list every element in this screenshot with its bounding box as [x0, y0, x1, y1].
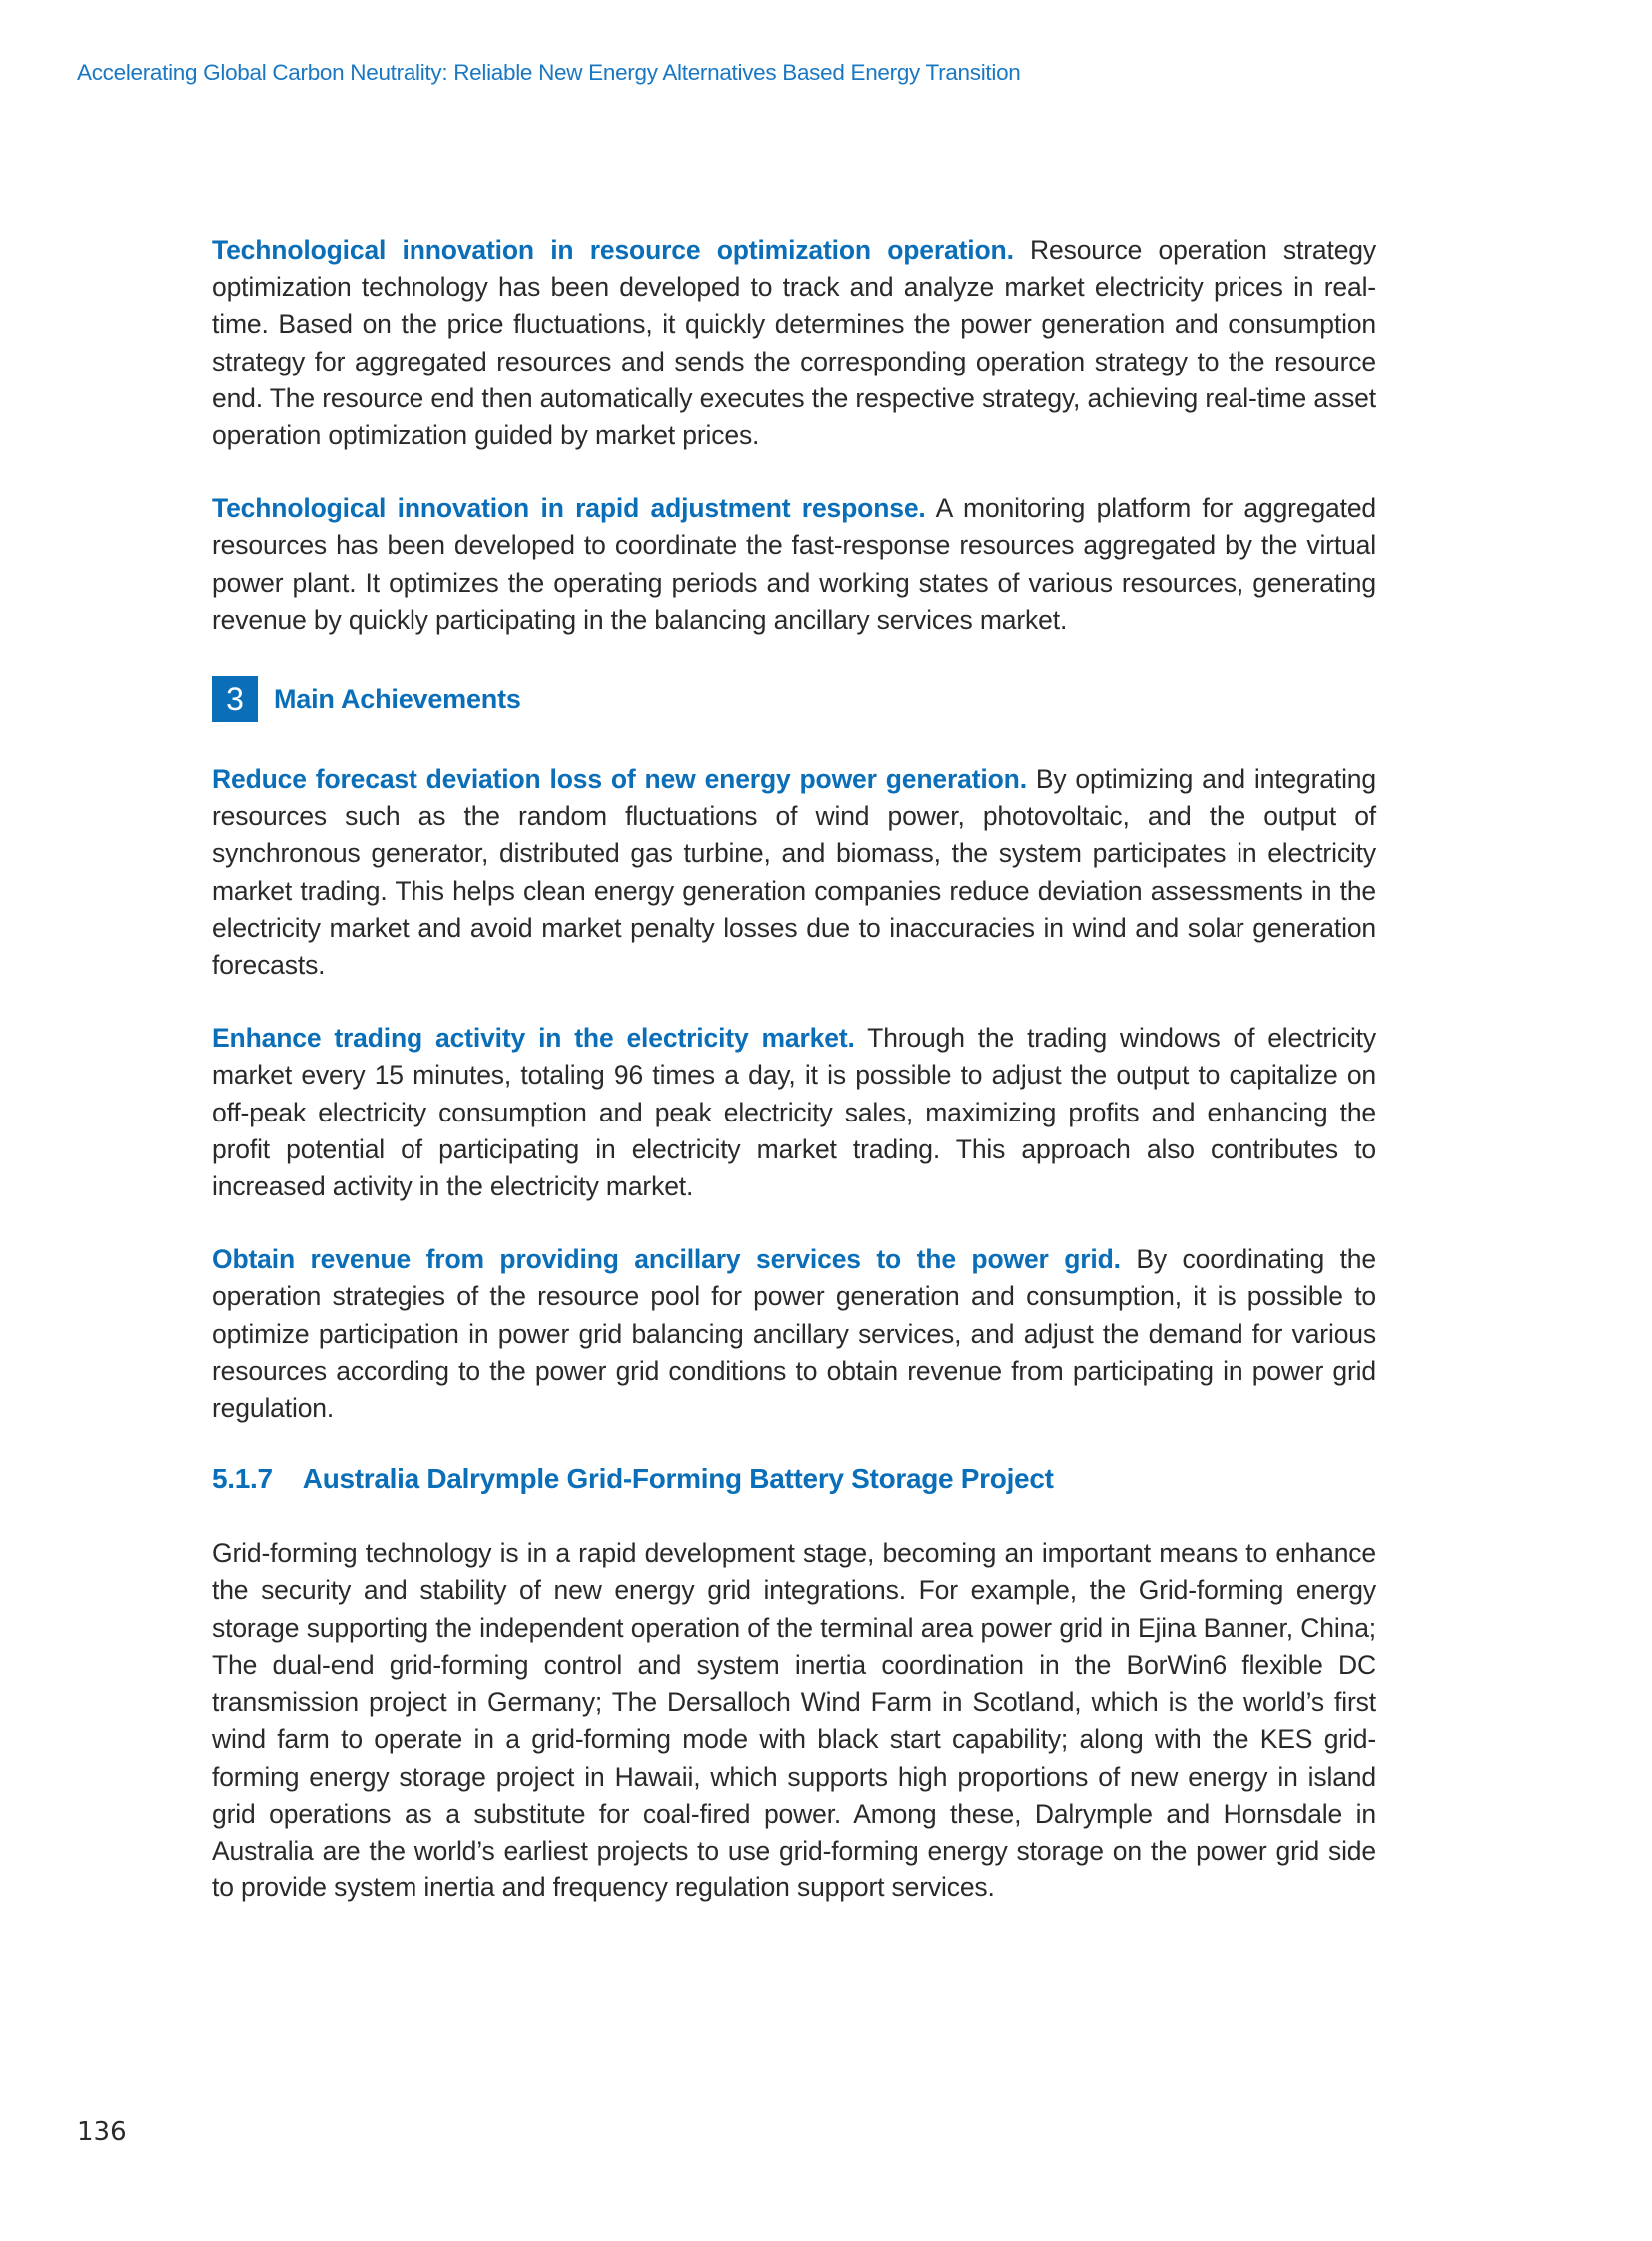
paragraph-body: Resource operation strategy optimization technology has been developed to track and analyze market electricity prices in real-time. Based on the price fluctuations, it quickly determines the power generation and consumption strategy for aggregated resources and sends the corresponding operation strategy to the resource end. The resource end then automatically executes the respective strategy, achieving real-time asset operation optimization guided by market prices.	[212, 235, 1376, 451]
section-title: Main Achievements	[274, 683, 521, 714]
paragraph-body: By optimizing and integrating resources such as the random fluctuations of wind power, photovoltaic, and the output of synchronous generator, distributed gas turbine, and biomass, the system participates in electricity market trading. This helps clean energy generation companies reduce deviation assessments in the electricity market and avoid market penalty losses due to inaccuracies in wind and solar generation forecasts.	[212, 764, 1376, 981]
paragraph-trading-activity	[212, 1020, 1376, 1205]
paragraph-ancillary-revenue	[212, 1241, 1376, 1427]
page-content	[212, 232, 1376, 1942]
paragraph-body: Through the trading windows of electricity market every 15 minutes, totaling 96 times a day, it is possible to adjust the output to capitalize on off-peak electricity consumption and peak electricity sales, maximizing profits and enhancing the profit potential of participating in electricity market trading. This approach also contributes to increased activity in the electricity market.	[212, 1023, 1376, 1202]
subsection-number: 5.1.7	[212, 1463, 273, 1495]
subsection-heading	[212, 1463, 1376, 1495]
paragraph-grid-forming: Grid-forming technology is in a rapid development stage, becoming an important means to enhance the security and stability of new energy grid integrations. For example, the Grid-forming energy storage supporting the independent operation of the terminal area power grid in Ejina Banner, China; The dual-end grid-forming control and system inertia coordination in the BorWin6 flexible DC transmission project in Germany; The Dersalloch Wind Farm in Scotland, which is the world’s first wind farm to operate in a grid-forming mode with black start capability; along with the KES grid-forming energy storage project in Hawaii, which supports high proportions of new energy in island grid operations as a substitute for coal-fired power. Among these, Dalrymple and Hornsdale in Australia are the world’s earliest projects to use grid-forming energy storage on the power grid side to provide system inertia and frequency regulation support services.	[212, 1538, 1376, 1903]
subsection-title: Australia Dalrymple Grid-Forming Battery Storage Project	[302, 1463, 1054, 1495]
paragraph-lead: Obtain revenue from providing ancillary services to the power grid.	[212, 1244, 1121, 1275]
section-number-badge: 3	[212, 676, 258, 722]
paragraph-forecast-deviation	[212, 761, 1376, 984]
paragraph-lead: Technological innovation in rapid adjustment response.	[212, 493, 926, 524]
running-header: Accelerating Global Carbon Neutrality: Reliable New Energy Alternatives Based Energy Transition	[77, 60, 1021, 85]
paragraph-body: A monitoring platform for aggregated resources has been developed to coordinate the fast-response resources aggregated by the virtual power plant. It optimizes the operating periods and working states of various resources, generating revenue by quickly participating in the balancing ancillary services market.	[212, 493, 1377, 635]
page-number: 136	[77, 2117, 127, 2147]
paragraph-resource-optimization	[212, 232, 1376, 454]
paragraph-lead: Enhance trading activity in the electricity market.	[212, 1023, 855, 1054]
paragraph-body: By coordinating the operation strategies of the resource pool for power generation and consumption, it is possible to optimize participation in power grid balancing ancillary services, and adjust the demand for various resources according to the power grid conditions to obtain revenue from participating in power grid regulation.	[212, 1244, 1376, 1424]
paragraph-lead: Reduce forecast deviation loss of new energy power generation.	[212, 764, 1027, 795]
section-heading-main-achievements	[212, 675, 1376, 723]
paragraph-rapid-adjustment	[212, 490, 1376, 639]
paragraph-lead: Technological innovation in resource optimization operation.	[212, 235, 1014, 265]
